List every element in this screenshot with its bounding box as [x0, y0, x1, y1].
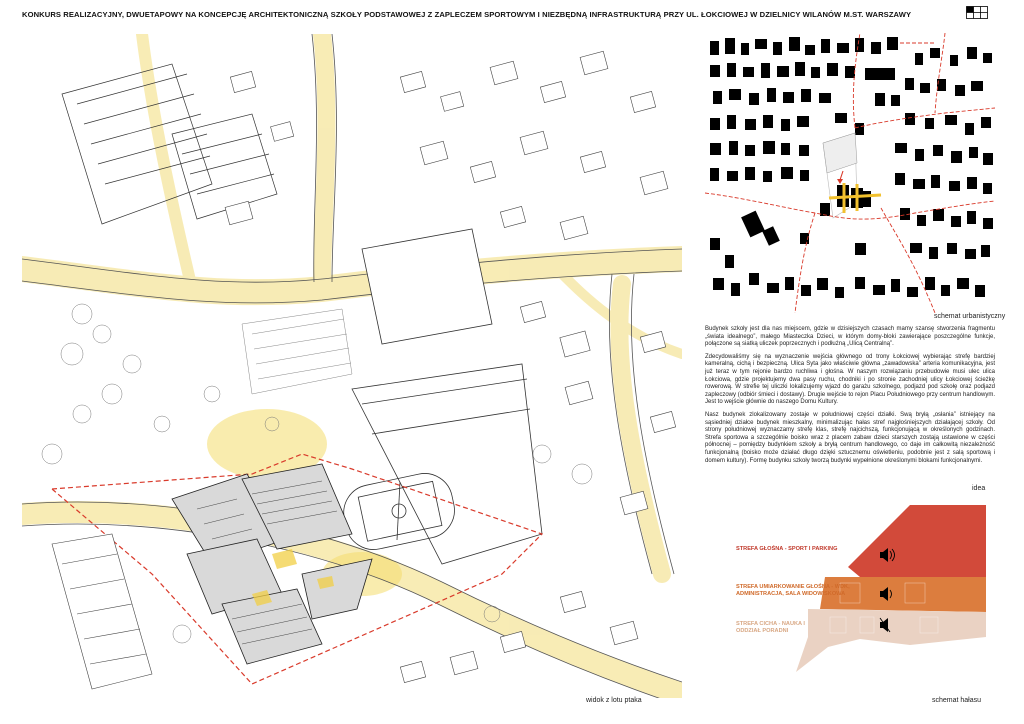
aerial-view-caption: widok z lotu ptaka	[586, 697, 642, 704]
aerial-view-drawing	[22, 34, 682, 698]
urban-scheme-map	[705, 33, 995, 313]
description-paragraph: Budynek szkoły jest dla nas miejscem, gdzie w dzisiejszych czasach mamy szansę stworzenia fragmentu „świata idealnego”, małego Miasteczka Dzieci, w którym domy-bloki zawierające poszczególne funkcje, połączone są siatką uliczek poprzecznych i podłużną „Ulicą Centralną”.	[705, 326, 995, 348]
concept-description	[705, 326, 995, 470]
quiet-zone	[796, 609, 986, 672]
competition-logo	[966, 6, 988, 19]
description-paragraph: Nasz budynek zlokalizowany zostaje w południowej części działki. Swą bryłą „osłania” istniejący na sąsiedniej działce budynek mieszkalny, minimalizując hałas stref najgłośniejszych działającej szkoły. Od strony południowej wyznaczamy strefę klas, strefę najcichszą, funkcjonującą w określonych godzinach. Strefa sportowa a szczególnie boisko wraz z placem zabaw dzieci starszych zostają ustawione w części północnej – pomiędzy budynkiem szkoły a bryłą centrum handlowego, co daje im całkowitą niezależność funkcjonalną (boisko może działać długo dzięki sztucznemu oświetleniu, podobnie jest z salą sportową i domem kultury). Formę budynku szkoły tworzą budynki wypełnione określonymi blokami funkcjonalnymi.	[705, 411, 995, 464]
zone-label-quiet: STREFA CICHA - NAUKA I ODDZIAŁ PORADNI	[736, 621, 805, 634]
idea-caption: idea	[972, 485, 986, 492]
page-title: KONKURS REALIZACYJNY, DWUETAPOWY NA KONCEPCJĘ ARCHITEKTONICZNĄ SZKOŁY PODSTAWOWEJ Z ZAPLECZEM SPORTOWYM I NIEZBĘDNĄ INFRASTRUKTURĄ PRZY UL. ŁOKCIOWEJ W DZIELNICY WILANÓW M.ST. WARSZAWY	[22, 10, 912, 19]
noise-scheme-caption: schemat hałasu	[932, 697, 982, 704]
loud-zone	[848, 505, 986, 577]
zone-label-moderate: STREFA UMIARKOWANIE GŁOŚNA - WDK, ADMINISTRACJA, SALA WIDOWISKOWA	[736, 584, 850, 597]
description-paragraph: Zdecydowaliśmy się na wyznaczenie wejścia głównego od trony Łokciowej wybierając strefę bardziej kameralną, cichą i bezpieczną. Ulica Syta jako właściwie główna „zawadowska” arteria komunikacyjna, jest już teraz w tym rejonie bardzo ruchliwa i głośna. W naszym rozwiązaniu przebudowie musi ulec ulica Łokciowa, gdzie projektujemy dwa pasy ruchu, chodniki i po stronie zachodniej ulicy Łokciowej ścieżkę rowerową. W strefie tej uliczki lokalizujemy wjazd do garażu szkolnego, podjazd pod szkołę oraz podjazd zapleczowy (odbiór śmieci i dostawy). Drugie wejście to rejon Placu Południowego przy centrum handlowym. Jest to wejście głównie do naszego Domu Kultury.	[705, 353, 995, 406]
urban-scheme-caption: schemat urbanistyczny	[934, 313, 1006, 320]
zone-label-loud: STREFA GŁOŚNA - SPORT I PARKING	[736, 546, 838, 552]
